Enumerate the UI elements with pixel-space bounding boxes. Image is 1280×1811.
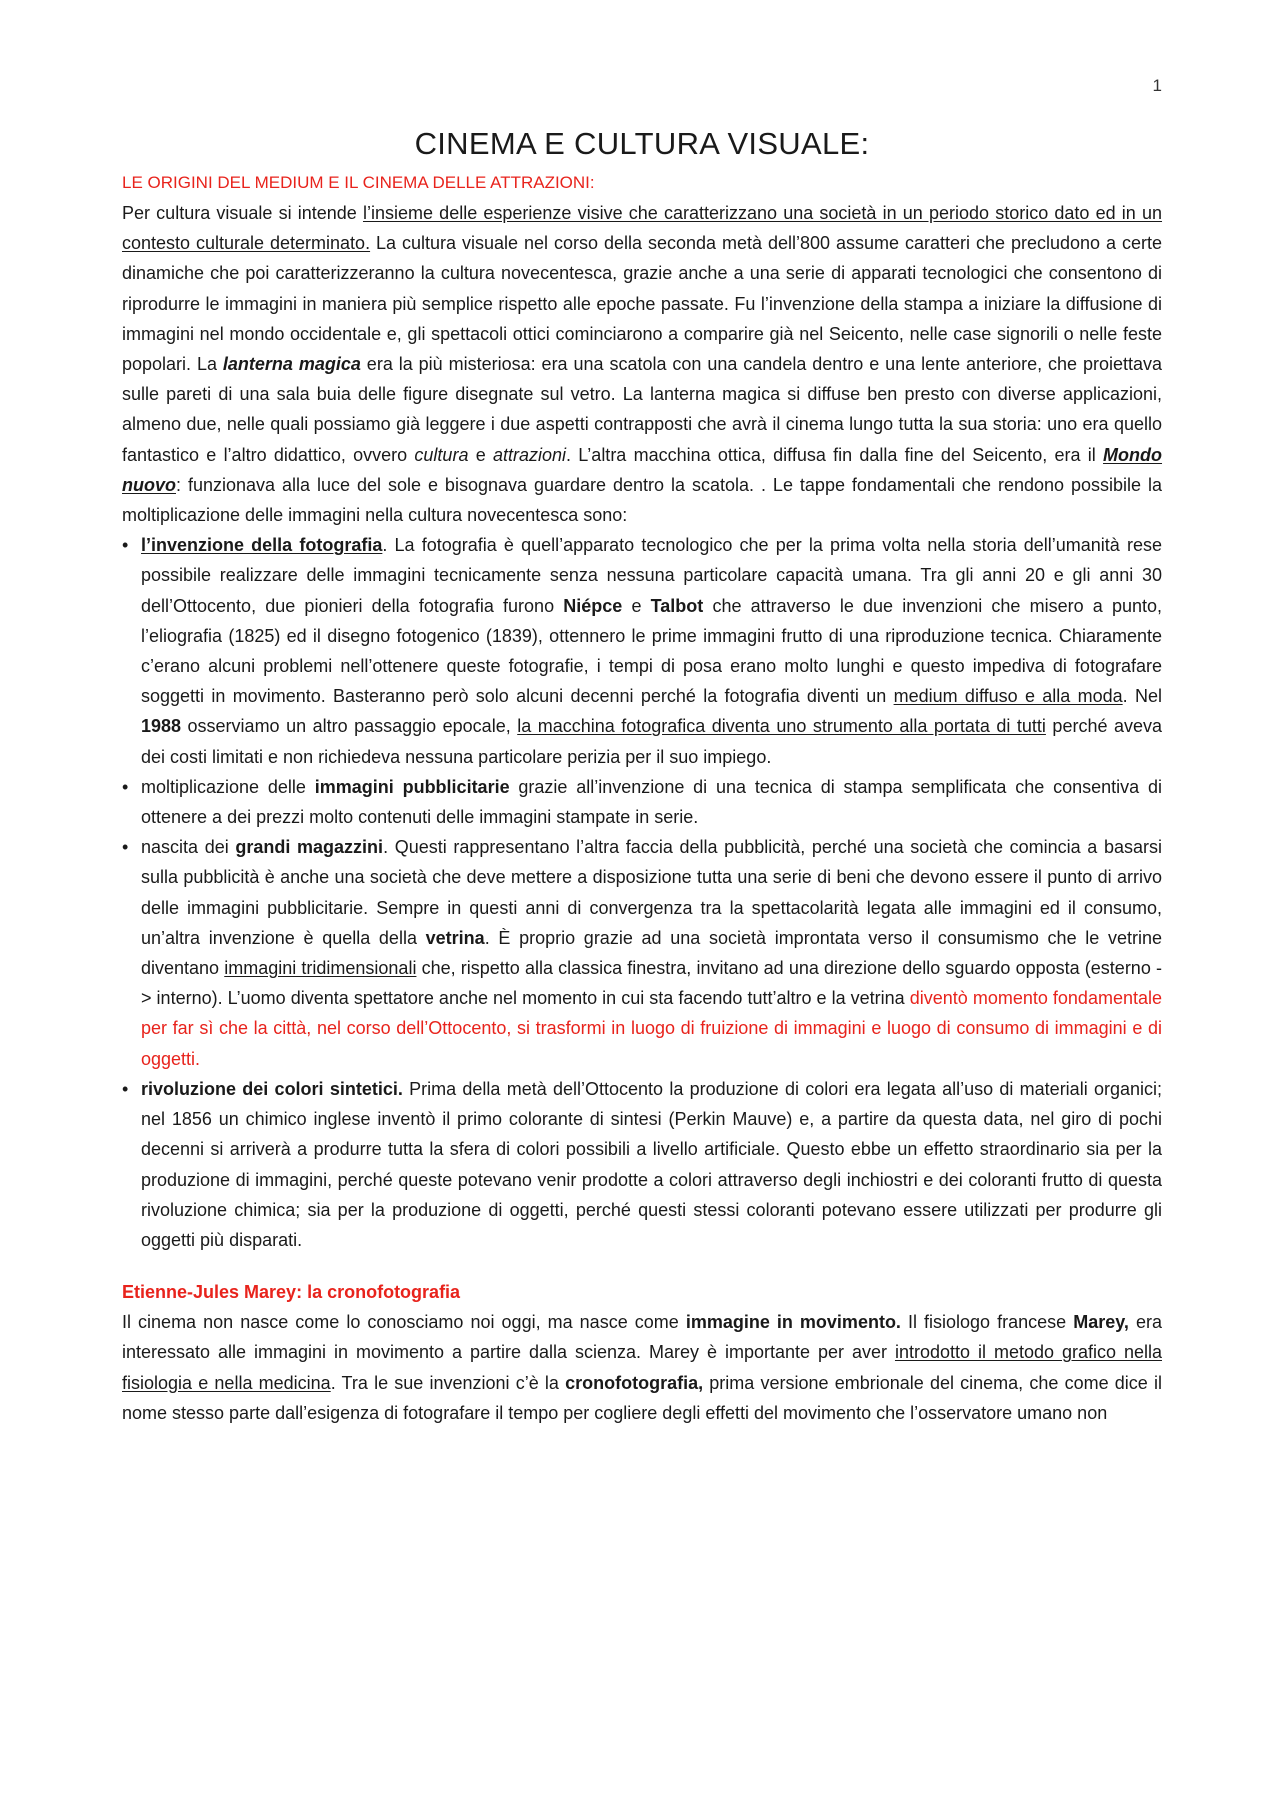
text-run: grazie all’invenzione di una tecnica di stampa semplificata che consentiva di ottenere a dei prezzi molto contenuti delle immagini stampate in serie. (141, 776, 1162, 828)
underlined-phrase: medium diffuso e alla moda (893, 686, 1123, 707)
text-run: . L’altra macchina ottica, diffusa fin dalla fine del Seicento, era il (566, 444, 1104, 465)
term-vetrina: vetrina (425, 927, 485, 948)
term-immagine-in-movimento: immagine in movimento. (685, 1312, 901, 1333)
list-item-fotografia (122, 530, 1162, 772)
text-run: . Nel (1122, 686, 1162, 707)
text-run: Il cinema non nasce come lo conosciamo noi oggi, ma nasce come (122, 1312, 686, 1333)
term-lanterna-magica: lanterna magica (222, 354, 361, 375)
text-run: moltiplicazione delle (141, 776, 315, 797)
chapter-subtitle: LE ORIGINI DEL MEDIUM E IL CINEMA DELLE ATTRAZIONI: (122, 173, 595, 192)
document-title: CINEMA E CULTURA VISUALE: (414, 126, 870, 161)
term-immagini-pubblicitarie: immagini pubblicitarie (314, 776, 510, 797)
term-colori-sintetici: rivoluzione dei colori sintetici. (141, 1078, 403, 1099)
underlined-phrase: la macchina fotografica diventa uno strumento alla portata di tutti (517, 716, 1046, 737)
list-item-colori (122, 1074, 1162, 1255)
name-marey: Marey, (1073, 1312, 1129, 1333)
page-content (122, 126, 1162, 1428)
term-cultura: cultura (414, 444, 469, 465)
underlined-phrase: introdotto il metodo grafico nella fisiologia e nella medicina (122, 1342, 1162, 1393)
text-run: osserviamo un altro passaggio epocale, (181, 716, 518, 737)
red-highlight-text: diventò momento fondamentale per far sì che la città, nel corso dell’Ottocento, si trasformi in luogo di fruizione di immagini e luogo di consumo di immagini e di oggetti. (141, 988, 1162, 1069)
list-item-pubblicita (122, 772, 1162, 832)
term-mondo-nuovo: Mondo nuovo (122, 444, 1163, 495)
text-run: . È proprio grazie ad una società improntata verso il consumismo che le vetrine diventano (141, 927, 1162, 979)
text-run: . Questi rappresentano l’altra faccia della pubblicità, perché una società che comincia a basarsi sulla pubblicità è anche una società che deve mettere a disposizione tutta una serie di beni che devono essere il punto di arrivo delle immagini pubblicitarie. Sempre in questi anni di convergenza tra la spettacolarità legata alle immagini ed il consumo, un’altra invenzione è quella della (141, 837, 1162, 948)
term-grandi-magazzini: grandi magazzini (235, 837, 384, 858)
text-run: : funzionava alla luce del sole e bisognava guardare dentro la scatola. . Le tappe fondamentali che rendono possibile la moltiplicazione delle immagini nella cultura novecentesca sono: (122, 474, 1162, 526)
underlined-definition: l’insieme delle esperienze visive che caratterizzano una società in un periodo storico dato ed in un contesto culturale determinato. (122, 203, 1163, 254)
text-run: Il fisiologo francese (900, 1312, 1074, 1333)
marey-paragraph (122, 1307, 1162, 1428)
year-1988: 1988 (141, 716, 182, 737)
text-run: prima versione embrionale del cinema, che come dice il nome stesso parte dall’esigenza di fotografare il tempo per cogliere degli effetti del movimento che l’osservatore umano non (122, 1372, 1162, 1423)
underlined-phrase: immagini tridimensionali (224, 958, 417, 979)
term-invenzione-fotografia: l’invenzione della fotografia (141, 535, 383, 556)
term-cronofotografia: cronofotografia, (565, 1372, 704, 1393)
text-run: . La fotografia è quell’apparato tecnologico che per la prima volta nella storia dell’umanità rese possibile realizzare delle immagini tecnicamente senza nessuna particolare capacità umana. Tra gli anni 20 e gli anni 30 dell’Ottocento, due pionieri della fotografia furono (141, 535, 1162, 616)
intro-paragraph (122, 198, 1162, 530)
text-run: La cultura visuale nel corso della seconda metà dell’800 assume caratteri che precludono a certe dinamiche che poi caratterizzeranno la cultura novecentesca, grazie anche a una serie di apparati tecnologici che consentono di riprodurre le immagini in maniera più semplice rispetto alle epoche passate. Fu l’invenzione della stampa a iniziare la diffusione di immagini nel mondo occidentale e, gli spettacoli ottici cominciarono a comparire già nel Seicento, nelle case signorili o nelle feste popolari. La (122, 233, 1162, 375)
list-item-magazzini (122, 832, 1162, 1074)
text-run: e (622, 595, 651, 616)
bullet-list (122, 530, 1162, 1255)
text-run: . Tra le sue invenzioni c’è la (330, 1372, 566, 1393)
name-niepce: Niépce (563, 595, 623, 616)
text-run: che attraverso le due invenzioni che misero a punto, l’eliografia (1825) ed il disegno fotogenico (1839), ottennero le prime immagini frutto di una riproduzione tecnica. Chiaramente c’erano alcuni problemi nell’ottenere queste fotografie, i tempi di posa erano molto lunghi e questo impediva di fotografare soggetti in movimento. Basteranno però solo alcuni decenni perché la fotografia diventi un (141, 595, 1162, 707)
name-talbot: Talbot (650, 595, 704, 616)
text-run: era la più misteriosa: era una scatola con una candela dentro e una lente anteriore, che proiettava sulle pareti di una sala buia delle figure disegnate sul vetro. La lanterna magica si diffuse ben presto con diverse applicazioni, almeno due, nelle quali possiamo già leggere i due aspetti contrapposti che avrà il cinema lungo tutta la sua storia: uno era quello fantastico e l’altro didattico, ovvero (122, 354, 1162, 465)
text-run: Prima della metà dell’Ottocento la produzione di colori era legata all’uso di materiali organici; nel 1856 un chimico inglese inventò il primo colorante di sintesi (Perkin Mauve) e, a partire da questa data, nel giro di pochi decenni si arriverà a produrre tutta la sfera di colori possibili a livello artificiale. Questo ebbe un effetto straordinario sia per la produzione di immagini, perché queste potevano venir prodotte a colori attraverso degli inchiostri e dei coloranti frutto di questa rivoluzione chimica; sia per la produzione di oggetti, perché questi stessi coloranti potevano essere utilizzati per produrre gli oggetti più disparati. (141, 1078, 1163, 1250)
page-number: 1 (1152, 76, 1162, 95)
text-run: nascita dei (141, 837, 236, 858)
text-run: e (468, 444, 493, 465)
text-run: Per cultura visuale si intende (122, 203, 363, 223)
term-attrazioni: attrazioni (492, 444, 567, 465)
text-run: che, rispetto alla classica finestra, invitano ad una direzione dello sguardo opposta (esterno -> interno). L’uomo diventa spettatore anche nel momento in cui sta facendo tutt’altro e la vetrina (141, 958, 1162, 1009)
text-run: era interessato alle immagini in movimento a partire dalla scienza. Marey è importante per aver (122, 1312, 1162, 1363)
section-heading-marey: Etienne-Jules Marey: la cronofotografia (122, 1282, 461, 1303)
text-run: perché aveva dei costi limitati e non richiedeva nessuna particolare perizia per il suo impiego. (141, 716, 1162, 767)
